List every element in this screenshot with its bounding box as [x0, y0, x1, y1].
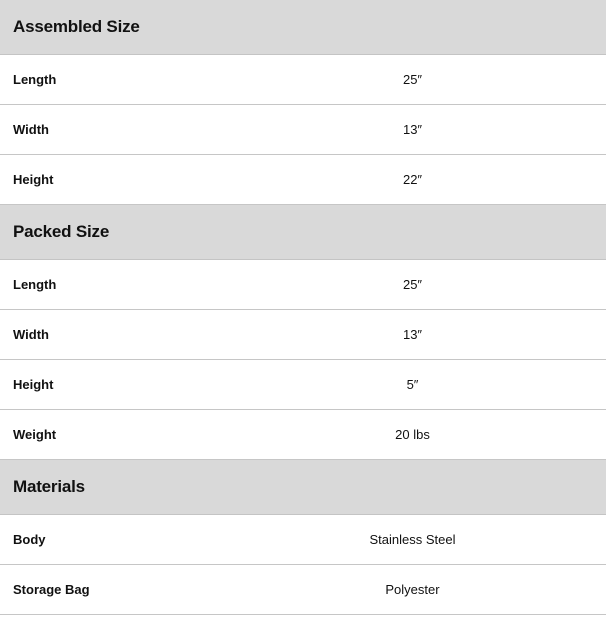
spec-value: 22″ [303, 155, 606, 205]
spec-value: 25″ [303, 55, 606, 105]
spec-value: 25″ [303, 260, 606, 310]
table-row [0, 360, 606, 410]
materials-section [0, 460, 606, 615]
table-row [0, 260, 606, 310]
section-header [0, 205, 606, 260]
table-row [0, 310, 606, 360]
section-header [0, 460, 606, 515]
table-row [0, 410, 606, 460]
spec-label: Width [0, 310, 303, 360]
table-row [0, 155, 606, 205]
assembled-size-section [0, 0, 606, 205]
table-row [0, 105, 606, 155]
section-title: Packed Size [0, 205, 606, 260]
spec-value: 13″ [303, 310, 606, 360]
spec-value: 5″ [303, 360, 606, 410]
spec-label: Weight [0, 410, 303, 460]
packed-size-section [0, 205, 606, 460]
table-row [0, 565, 606, 615]
spec-label: Height [0, 360, 303, 410]
table-row [0, 515, 606, 565]
section-title: Materials [0, 460, 606, 515]
spec-label: Length [0, 260, 303, 310]
spec-label: Width [0, 105, 303, 155]
spec-label: Length [0, 55, 303, 105]
spec-value: Polyester [303, 565, 606, 615]
spec-label: Storage Bag [0, 565, 303, 615]
section-title: Assembled Size [0, 0, 606, 55]
spec-value: 13″ [303, 105, 606, 155]
spec-label: Height [0, 155, 303, 205]
section-header [0, 0, 606, 55]
spec-label: Body [0, 515, 303, 565]
table-row [0, 55, 606, 105]
spec-value: 20 lbs [303, 410, 606, 460]
spec-value: Stainless Steel [303, 515, 606, 565]
